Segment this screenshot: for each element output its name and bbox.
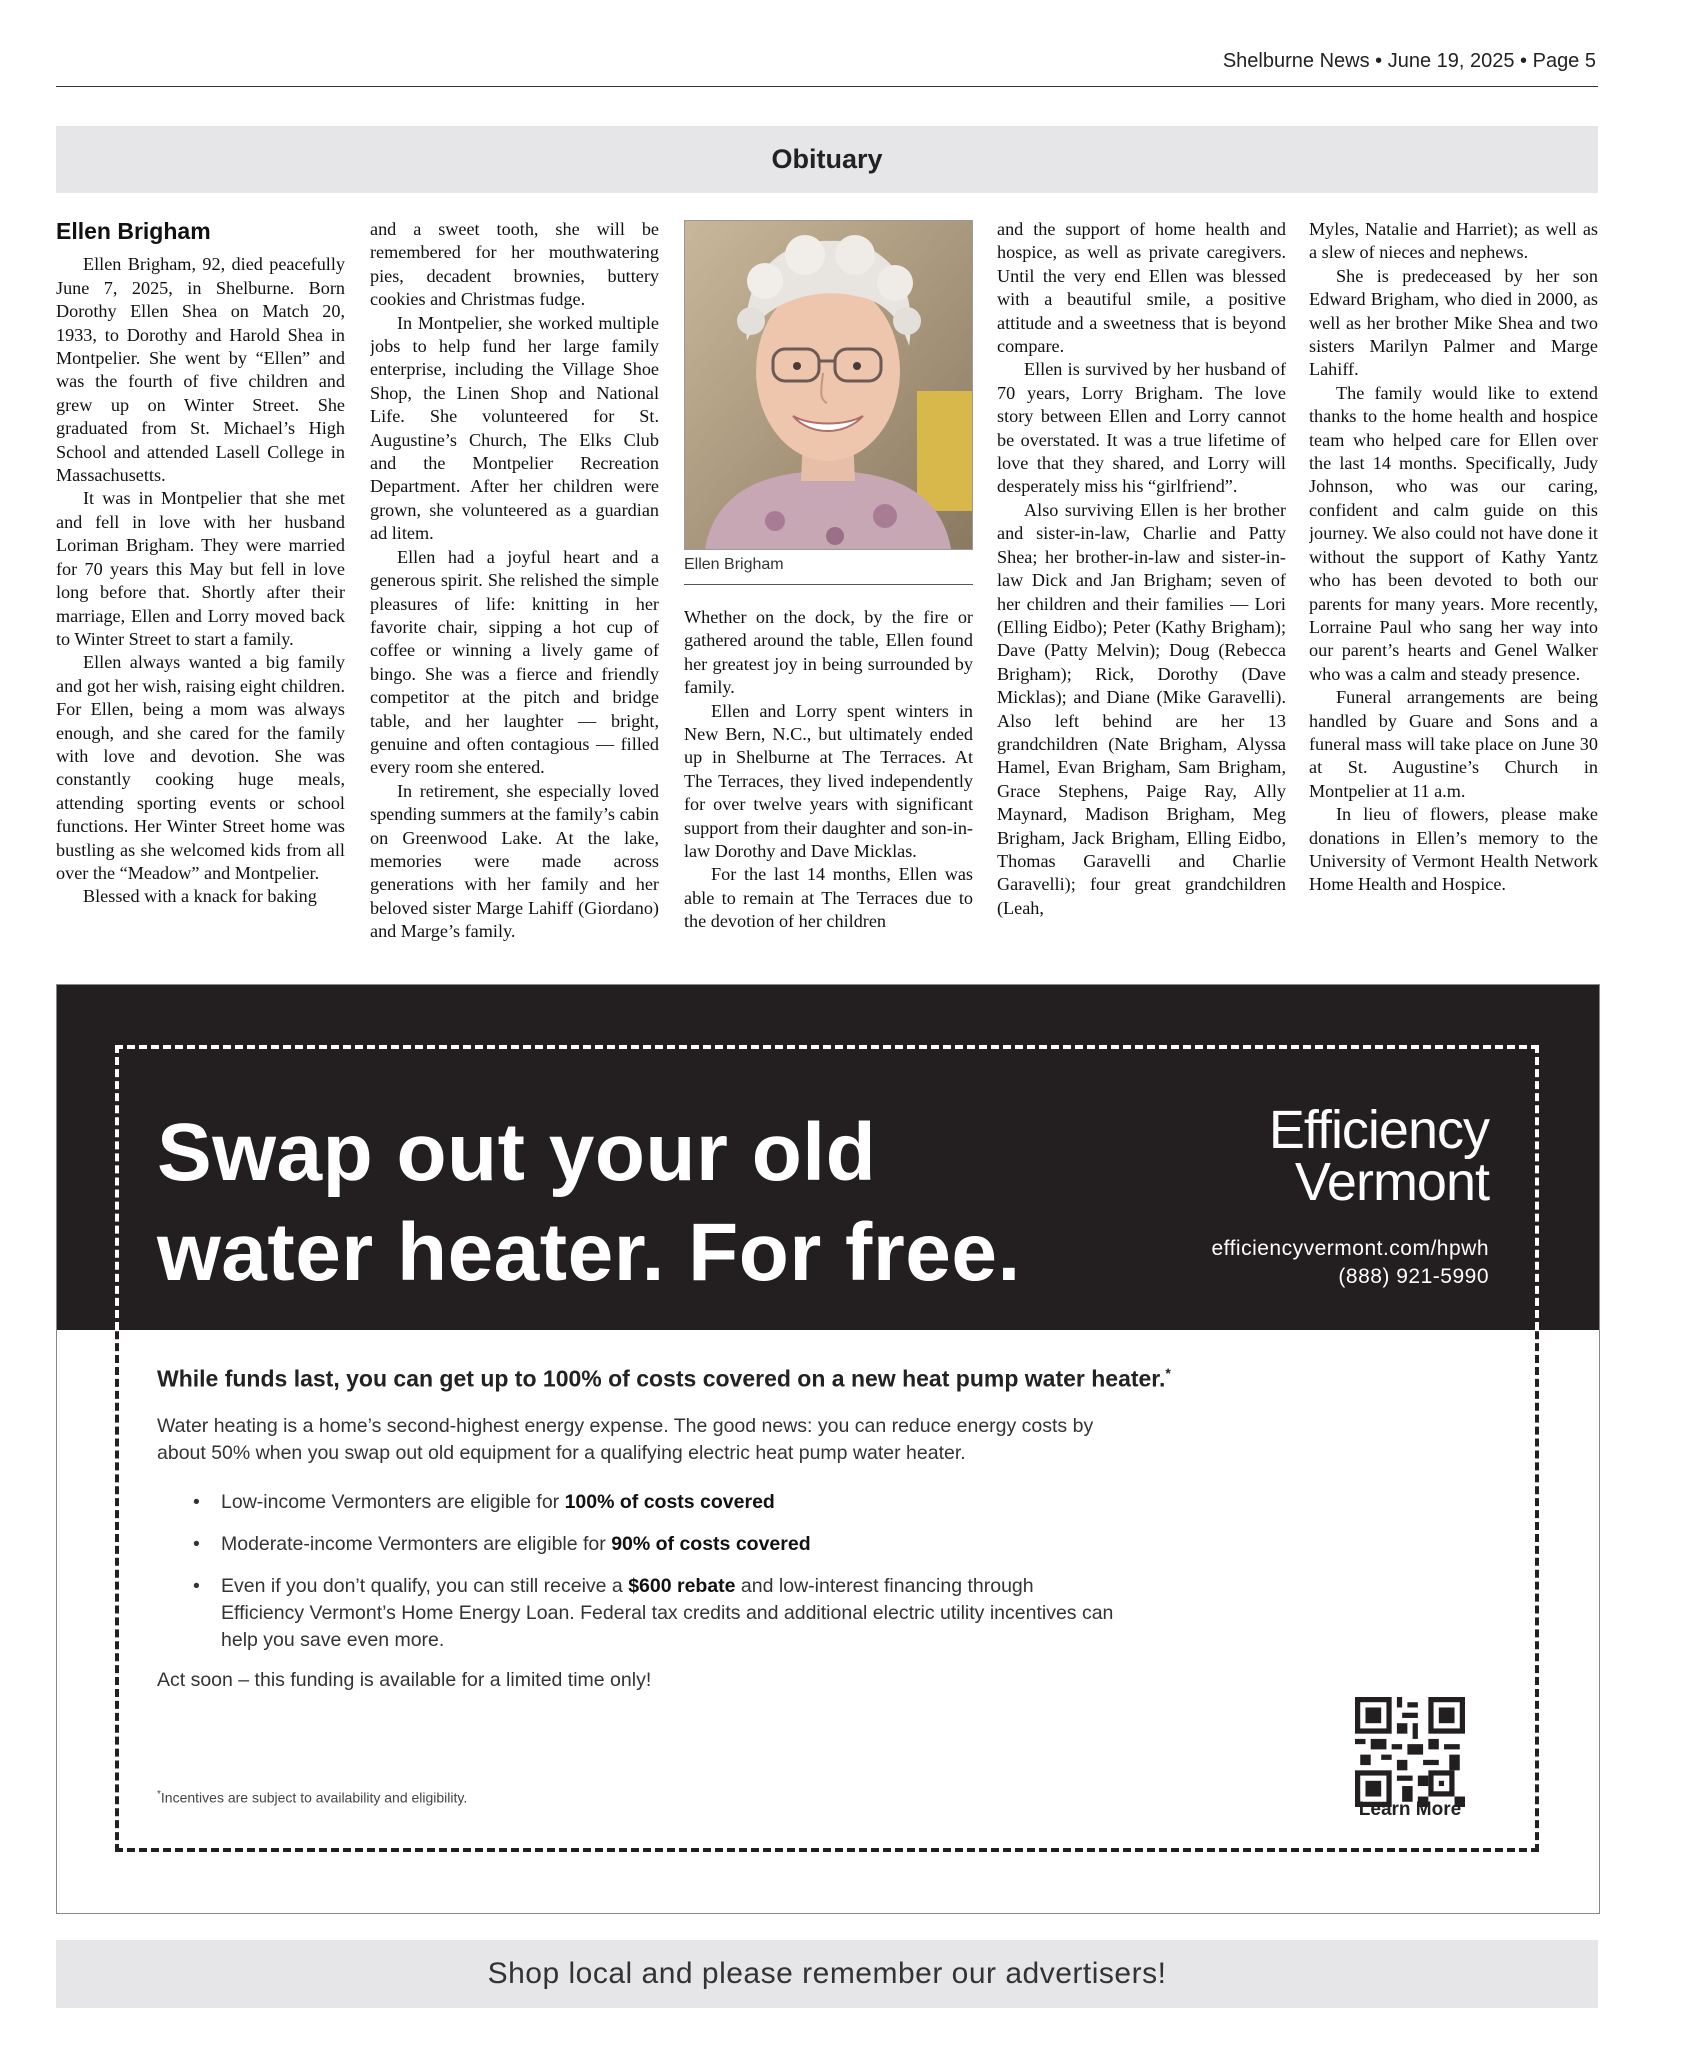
obituary-name: Ellen Brigham <box>56 218 211 244</box>
ad-headline <box>157 1103 1157 1303</box>
ad-bullet-item <box>157 1489 1121 1516</box>
obituary-paragraph: Funeral arrangements are being handled by Guare and Sons and a funeral mass will take place on June 30 at St. Augustine’s Church in Montpelier at 11 a.m. <box>1309 687 1598 801</box>
obituary-paragraph: Blessed with a knack for baking <box>83 886 317 907</box>
portrait-illustration <box>685 221 972 549</box>
obituary-paragraph: Ellen had a joyful heart and a generous spirit. She relished the simple pleasures of life: knitting in her favorite chair, sipping a hot cup of coffee or winning a lively game of bingo. She was a fierce and friendly competitor at the pitch and bridge table, and her laughter — bright, genuine and often contagious — filled every room she entered. <box>370 546 659 778</box>
ad-lead <box>157 1357 1177 1395</box>
obituary-paragraph: Ellen always wanted a big family and got her wish, raising eight children. For Ellen, being a mom was always enough, and she cared for the family with love and devotion. She was constantly cooking huge meals, attending sporting events or school functions. Her Winter Street home was bustling as she welcomed kids from all over the “Meadow” and Montpelier. <box>56 652 345 883</box>
ad-headline-line2: water heater. For free. <box>157 1207 1021 1298</box>
bullet-text: Low-income Vermonters are eligible for <box>221 1490 565 1513</box>
header-rule <box>56 86 1598 87</box>
obituary-paragraph: For the last 14 months, Ellen was able to remain at The Terraces due to the devotion of her children <box>684 864 973 932</box>
obituary-paragraph: Ellen and Lorry spent winters in New Bern, N.C., but ultimately ended up in Shelburne at The Terraces. At The Terraces, they lived independently for over twelve years with significant support from their daughter and son-in-law Dorothy and Dave Micklas. <box>684 700 973 862</box>
qr-code-icon[interactable] <box>1355 1697 1465 1807</box>
section-title-obituary: Obituary <box>56 126 1598 193</box>
ad-phone: (888) 921-5990 <box>1338 1265 1489 1288</box>
ad-headline-line1: Swap out your old <box>157 1107 877 1198</box>
obituary-column-5 <box>1309 218 1598 960</box>
bullet-dot-icon: • <box>193 1490 200 1513</box>
obituary-paragraph: She is predeceased by her son Edward Brigham, who died in 2000, as well as her brother Mike Shea and two sisters Marilyn Palmer and Marge Lahiff. <box>1309 265 1598 380</box>
fine-print-text: Incentives are subject to availability and eligibility. <box>160 1789 468 1806</box>
obituary-paragraph: and the support of home health and hospice, as well as private caregivers. Until the very end Ellen was blessed with a beautiful smile, a positive attitude and a sweetness that is beyond compare. <box>997 219 1286 357</box>
ad-body <box>157 1357 1177 1692</box>
efficiency-vermont-ad <box>56 984 1600 1914</box>
ad-lead-text: While funds last, you can get up to 100% of costs covered on a new heat pump water heater. <box>157 1365 1166 1392</box>
obituary-paragraph: and a sweet tooth, she will be remembered for her mouthwatering pies, decadent brownies, buttery cookies and Christmas fudge. <box>370 219 659 310</box>
obituary-paragraph: It was in Montpelier that she met and fell in love with her husband Loriman Brigham. They were married for 70 years this May but fell in love long before that. Shortly after their marriage, Ellen and Lorry moved back to Winter Street to start a family. <box>56 488 345 649</box>
obituary-paragraph: Myles, Natalie and Harriet); as well as a slew of nieces and nephews. <box>1309 219 1598 263</box>
obituary-paragraph: In lieu of flowers, please make donations in Ellen’s memory to the University of Vermont Health Network Home Health and Hospice. <box>1309 804 1598 895</box>
obituary-paragraph: Ellen Brigham, 92, died peacefully June 7, 2025, in Shelburne. Born Dorothy Ellen Shea on Match 20, 1933, to Dorothy and Harold Shea in Montpelier. She went by “Ellen” and was the fourth of five children and grew up on Winter Street. She graduated from St. Michael’s High School and attended Lasell College in Massachusetts. <box>56 254 345 486</box>
photo-caption: Ellen Brigham <box>684 556 784 573</box>
learn-more-link[interactable]: Learn More <box>1358 1799 1462 1820</box>
fine-print-asterisk: * <box>157 1789 161 1800</box>
obituary-column-4 <box>997 218 1286 960</box>
obituary-paragraph: Whether on the dock, by the fire or gathered around the table, Ellen found her greatest joy in being surrounded by family. <box>684 607 973 698</box>
ad-fine-print <box>157 1789 467 1806</box>
ad-bullet-item <box>157 1531 1121 1558</box>
obituary-photo-block <box>684 220 973 585</box>
running-head: Shelburne News • June 19, 2025 • Page 5 <box>1222 50 1596 72</box>
bullet-text: Even if you don’t qualify, you can still receive a <box>221 1574 629 1597</box>
ad-bullet-list <box>157 1489 1177 1654</box>
bullet-dot-icon: • <box>193 1574 200 1597</box>
obituary-paragraph: The family would like to extend thanks to the home health and hospice team who helped care for Ellen over the last 14 months. Specifically, Judy Johnson, who was our caring, confident and calm guide on this journey. We also could not have done it without the support of Kathy Yantz who has been devoted to both our parents for many years. More recently, Lorraine Paul who sang her way into our parent’s hearts and Genel Walker who was a calm and steady presence. <box>1309 382 1598 684</box>
bullet-emphasis: 100% of costs covered <box>564 1490 775 1513</box>
ad-act-soon: Act soon – this funding is available for a limited time only! <box>157 1668 652 1691</box>
bullet-text: and low-interest financing through Efficiency Vermont’s Home Energy Loan. Federal tax credits and additional electric utility incentives can help you save even more. <box>221 1574 1114 1651</box>
ad-paragraph: Water heating is a home’s second-highest energy expense. The good news: you can reduce energy costs by about 50% when you swap out old equipment for a qualifying electric heat pump water heater. <box>157 1414 1094 1464</box>
obituary-paragraph: In retirement, she especially loved spending summers at the family’s cabin on Greenwood Lake. At the lake, memories were made across generations with her family and her beloved sister Marge Lahiff (Giordano) and Marge’s family. <box>370 780 659 942</box>
brand-logo-line1: Efficiency <box>1268 1100 1489 1160</box>
ad-url-link[interactable]: efficiencyvermont.com/hpwh <box>1211 1237 1489 1260</box>
bullet-emphasis: $600 rebate <box>628 1574 736 1597</box>
footer-banner: Shop local and please remember our advertisers! <box>56 1940 1598 2008</box>
obituary-column-2 <box>370 218 659 960</box>
ad-lead-asterisk: * <box>1165 1365 1171 1381</box>
ad-bullet-item <box>157 1573 1121 1654</box>
bullet-text: Moderate-income Vermonters are eligible for <box>221 1532 612 1555</box>
obituary-column-1 <box>56 218 345 960</box>
caption-rule <box>684 584 973 585</box>
brand-logo-line2: Vermont <box>1294 1152 1489 1212</box>
obituary-column-3 <box>684 606 973 960</box>
obituary-article <box>56 218 1598 960</box>
brand-block <box>1109 1100 1489 1289</box>
portrait-photo <box>684 220 973 550</box>
obituary-paragraph: In Montpelier, she worked multiple jobs to help fund her large family enterprise, including the Village Shoe Shop, the Linen Shop and National Life. She volunteered for St. Augustine’s Church, The Elks Club and the Montpelier Recreation Department. After her children were grown, she volunteered as a guardian ad litem. <box>370 312 659 544</box>
obituary-paragraph: Also surviving Ellen is her brother and sister-in-law, Charlie and Patty Shea; her brother-in-law and sister-in-law Dick and Jan Brigham; seven of her children and their families — Lori (Elling Eidbo); Peter (Kathy Brigham); Dave (Patty Melvin); Doug (Rebecca Brigham); Rick, Dorothy (Dave Micklas); and Diane (Mike Garavelli). Also left behind are her 13 grandchildren (Nate Brigham, Alyssa Hamel, Evan Brigham, Sam Brigham, Grace Stephens, Paige Ray, Ally Maynard, Madison Brigham, Meg Brigham, Jack Brigham, Elling Eidbo, Thomas Garavelli and Charlie Garavelli); four great grandchildren (Leah, <box>997 499 1286 918</box>
bullet-dot-icon: • <box>193 1532 200 1555</box>
obituary-paragraph: Ellen is survived by her husband of 70 years, Lorry Brigham. The love story between Ellen and Lorry cannot be overstated. It was a true lifetime of love that they shared, and Lorry will desperately miss his “girlfriend”. <box>997 359 1286 497</box>
bullet-emphasis: 90% of costs covered <box>611 1532 811 1555</box>
